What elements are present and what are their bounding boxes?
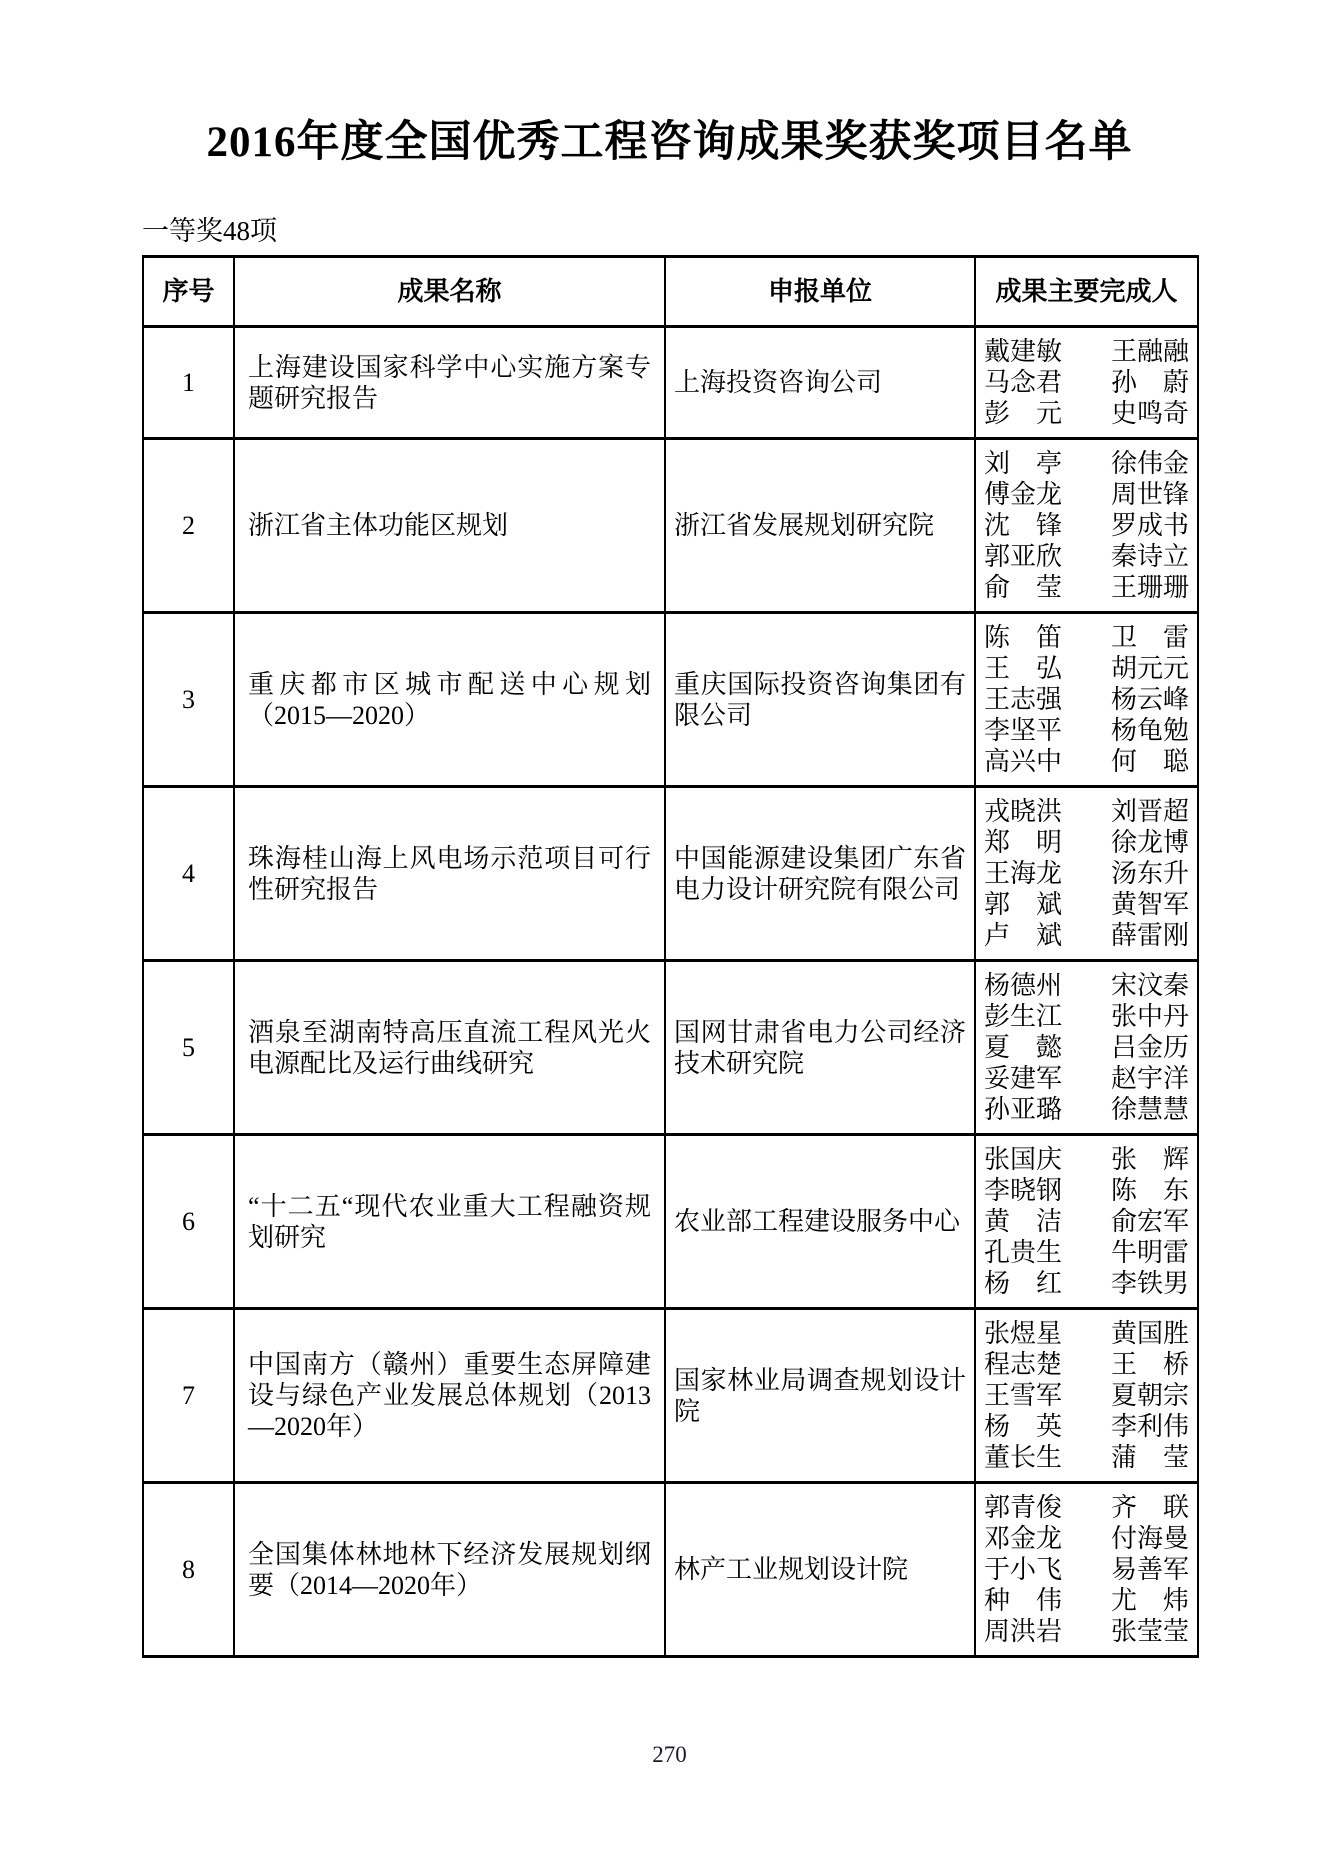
contributor-name: 杨 英	[984, 1412, 1063, 1441]
contributor-line	[984, 1268, 1189, 1299]
contributor-name: 邓金龙	[984, 1524, 1063, 1553]
contributor-name: 黄国胜	[1110, 1319, 1189, 1348]
contributor-name: 俞 莹	[984, 573, 1063, 602]
contributor-line	[984, 684, 1189, 715]
contributor-line	[984, 858, 1189, 889]
contributor-name: 徐龙博	[1110, 828, 1189, 857]
contributor-name: 陈 笛	[984, 623, 1063, 652]
contributor-name: 赵宇洋	[1110, 1064, 1189, 1093]
contributor-line	[984, 1063, 1189, 1094]
contributor-line	[984, 1585, 1189, 1616]
contributor-name: 郑 明	[984, 828, 1063, 857]
contributor-name: 李利伟	[1110, 1412, 1189, 1441]
achievement-name-cell: 中国南方（赣州）重要生态屏障建设与绿色产业发展总体规划（2013—2020年）	[234, 1309, 665, 1483]
contributor-name: 汤东升	[1110, 859, 1189, 888]
declaring-unit-cell: 上海投资咨询公司	[665, 327, 975, 439]
contributor-name: 杨 红	[984, 1269, 1063, 1298]
contributor-name: 牛明雷	[1110, 1238, 1189, 1267]
row-number-cell: 2	[143, 439, 234, 613]
declaring-unit-cell: 林产工业规划设计院	[665, 1483, 975, 1657]
contributor-name: 孙 蔚	[1110, 368, 1189, 397]
contributor-name: 徐伟金	[1110, 449, 1189, 478]
table-row	[143, 1135, 1198, 1309]
contributor-name: 罗成书	[1110, 511, 1189, 540]
declaring-unit-cell: 农业部工程建设服务中心	[665, 1135, 975, 1309]
contributor-name: 李铁男	[1110, 1269, 1189, 1298]
contributors-cell	[975, 787, 1198, 961]
contributor-name: 李晓钢	[984, 1176, 1063, 1205]
contributor-line	[984, 827, 1189, 858]
contributor-name: 董长生	[984, 1443, 1063, 1472]
contributor-name: 沈 锋	[984, 511, 1063, 540]
contributor-name: 宋汶秦	[1110, 971, 1189, 1000]
row-number-cell: 3	[143, 613, 234, 787]
contributor-name: 秦诗立	[1110, 542, 1189, 571]
contributor-name: 易善军	[1110, 1555, 1189, 1584]
contributor-name: 蒲 莹	[1110, 1443, 1189, 1472]
contributor-name: 尤 炜	[1110, 1586, 1189, 1615]
contributor-line	[984, 367, 1189, 398]
contributor-line	[984, 510, 1189, 541]
contributor-name: 齐 联	[1110, 1493, 1189, 1522]
contributor-name: 陈 东	[1110, 1176, 1189, 1205]
contributor-line	[984, 541, 1189, 572]
contributor-line	[984, 1318, 1189, 1349]
contributor-name: 刘晋超	[1110, 797, 1189, 826]
contributor-line	[984, 572, 1189, 603]
declaring-unit-cell: 中国能源建设集团广东省电力设计研究院有限公司	[665, 787, 975, 961]
contributor-line	[984, 398, 1189, 429]
contributor-line	[984, 336, 1189, 367]
contributor-name: 张中丹	[1110, 1002, 1189, 1031]
contributor-name: 刘 亭	[984, 449, 1063, 478]
contributors-cell	[975, 961, 1198, 1135]
contributors-cell	[975, 1309, 1198, 1483]
table-row	[143, 327, 1198, 439]
contributor-name: 杨云峰	[1110, 685, 1189, 714]
contributor-line	[984, 746, 1189, 777]
contributors-cell	[975, 613, 1198, 787]
contributor-name: 傅金龙	[984, 480, 1063, 509]
contributor-line	[984, 622, 1189, 653]
row-number-cell: 7	[143, 1309, 234, 1483]
contributor-name: 郭青俊	[984, 1493, 1063, 1522]
table-header-row	[143, 257, 1198, 327]
contributor-name: 卫 雷	[1110, 623, 1189, 652]
contributor-name: 王 桥	[1110, 1350, 1189, 1379]
contributor-name: 薛雷刚	[1110, 921, 1189, 950]
declaring-unit-cell: 重庆国际投资咨询集团有限公司	[665, 613, 975, 787]
column-header-achievement-name: 成果名称	[234, 257, 665, 327]
achievement-name-cell: 酒泉至湖南特高压直流工程风光火电源配比及运行曲线研究	[234, 961, 665, 1135]
table-row	[143, 961, 1198, 1135]
contributor-name: 马念君	[984, 368, 1063, 397]
table-row	[143, 787, 1198, 961]
contributor-name: 妥建军	[984, 1064, 1063, 1093]
contributor-name: 王志强	[984, 685, 1063, 714]
achievement-name-cell: 重庆都市区城市配送中心规划（2015—2020）	[234, 613, 665, 787]
contributor-name: 杨德州	[984, 971, 1063, 1000]
contributor-name: 高兴中	[984, 747, 1063, 776]
page-title: 2016年度全国优秀工程咨询成果奖获奖项目名单	[206, 119, 1133, 166]
contributor-name: 付海曼	[1110, 1524, 1189, 1553]
prize-section-label: 一等奖48项	[142, 216, 277, 246]
contributor-name: 张 辉	[1110, 1145, 1189, 1174]
contributor-name: 王珊珊	[1110, 573, 1189, 602]
table-row	[143, 439, 1198, 613]
contributor-line	[984, 1032, 1189, 1063]
row-number-cell: 5	[143, 961, 234, 1135]
contributor-name: 杨龟勉	[1110, 716, 1189, 745]
contributor-line	[984, 479, 1189, 510]
contributor-line	[984, 1144, 1189, 1175]
contributor-line	[984, 1001, 1189, 1032]
contributor-name: 王海龙	[984, 859, 1063, 888]
contributor-name: 徐慧慧	[1110, 1095, 1189, 1124]
achievement-name-cell: 浙江省主体功能区规划	[234, 439, 665, 613]
contributor-line	[984, 889, 1189, 920]
contributor-line	[984, 653, 1189, 684]
contributor-name: 俞宏军	[1110, 1207, 1189, 1236]
contributors-cell	[975, 1483, 1198, 1657]
column-header-declaring-unit: 申报单位	[665, 257, 975, 327]
contributor-name: 戴建敏	[984, 337, 1063, 366]
contributor-line	[984, 1492, 1189, 1523]
contributor-line	[984, 1237, 1189, 1268]
achievement-name-cell: “十二五“现代农业重大工程融资规划研究	[234, 1135, 665, 1309]
contributor-name: 吕金历	[1110, 1033, 1189, 1062]
contributor-name: 黄智军	[1110, 890, 1189, 919]
contributor-name: 周世锋	[1110, 480, 1189, 509]
contributor-line	[984, 1175, 1189, 1206]
contributor-name: 郭 斌	[984, 890, 1063, 919]
contributor-name: 卢 斌	[984, 921, 1063, 950]
column-header-number: 序号	[143, 257, 234, 327]
contributor-name: 于小飞	[984, 1555, 1063, 1584]
row-number-cell: 8	[143, 1483, 234, 1657]
contributor-name: 彭生江	[984, 1002, 1063, 1031]
contributor-name: 周洪岩	[984, 1617, 1063, 1646]
contributor-line	[984, 920, 1189, 951]
table-row	[143, 613, 1198, 787]
achievement-name-cell: 上海建设国家科学中心实施方案专题研究报告	[234, 327, 665, 439]
table-row	[143, 1309, 1198, 1483]
contributor-line	[984, 1380, 1189, 1411]
declaring-unit-cell: 浙江省发展规划研究院	[665, 439, 975, 613]
contributor-line	[984, 1206, 1189, 1237]
row-number-cell: 4	[143, 787, 234, 961]
contributor-name: 黄 洁	[984, 1207, 1063, 1236]
contributor-name: 郭亚欣	[984, 542, 1063, 571]
contributor-name: 张莹莹	[1110, 1617, 1189, 1646]
contributor-name: 孙亚璐	[984, 1095, 1063, 1124]
contributor-name: 夏 懿	[984, 1033, 1063, 1062]
contributor-name: 戎晓洪	[984, 797, 1063, 826]
contributor-name: 种 伟	[984, 1586, 1063, 1615]
contributor-name: 王 弘	[984, 654, 1063, 683]
contributor-name: 王融融	[1110, 337, 1189, 366]
contributor-name: 彭 元	[984, 399, 1063, 428]
declaring-unit-cell: 国网甘肃省电力公司经济技术研究院	[665, 961, 975, 1135]
contributor-line	[984, 1094, 1189, 1125]
table-row	[143, 1483, 1198, 1657]
award-table	[142, 255, 1199, 1658]
contributor-line	[984, 1523, 1189, 1554]
column-header-main-contributors: 成果主要完成人	[975, 257, 1198, 327]
contributor-line	[984, 1554, 1189, 1585]
contributor-line	[984, 1442, 1189, 1473]
contributor-line	[984, 1411, 1189, 1442]
contributor-name: 李坚平	[984, 716, 1063, 745]
contributor-name: 张国庆	[984, 1145, 1063, 1174]
contributor-line	[984, 715, 1189, 746]
contributor-name: 张煜星	[984, 1319, 1063, 1348]
contributor-name: 胡元元	[1110, 654, 1189, 683]
contributors-cell	[975, 439, 1198, 613]
contributor-name: 夏朝宗	[1110, 1381, 1189, 1410]
contributor-name: 何 聪	[1110, 747, 1189, 776]
contributor-name: 程志楚	[984, 1350, 1063, 1379]
contributor-line	[984, 1349, 1189, 1380]
page-number: 270	[652, 1742, 687, 1767]
contributor-line	[984, 1616, 1189, 1647]
contributors-cell	[975, 1135, 1198, 1309]
contributor-name: 王雪军	[984, 1381, 1063, 1410]
document-content	[142, 0, 1197, 1658]
row-number-cell: 6	[143, 1135, 234, 1309]
contributor-name: 孔贵生	[984, 1238, 1063, 1267]
achievement-name-cell: 珠海桂山海上风电场示范项目可行性研究报告	[234, 787, 665, 961]
contributor-line	[984, 796, 1189, 827]
contributor-line	[984, 970, 1189, 1001]
row-number-cell: 1	[143, 327, 234, 439]
achievement-name-cell: 全国集体林地林下经济发展规划纲要（2014—2020年）	[234, 1483, 665, 1657]
contributors-cell	[975, 327, 1198, 439]
contributor-line	[984, 448, 1189, 479]
declaring-unit-cell: 国家林业局调查规划设计院	[665, 1309, 975, 1483]
contributor-name: 史鸣奇	[1110, 399, 1189, 428]
